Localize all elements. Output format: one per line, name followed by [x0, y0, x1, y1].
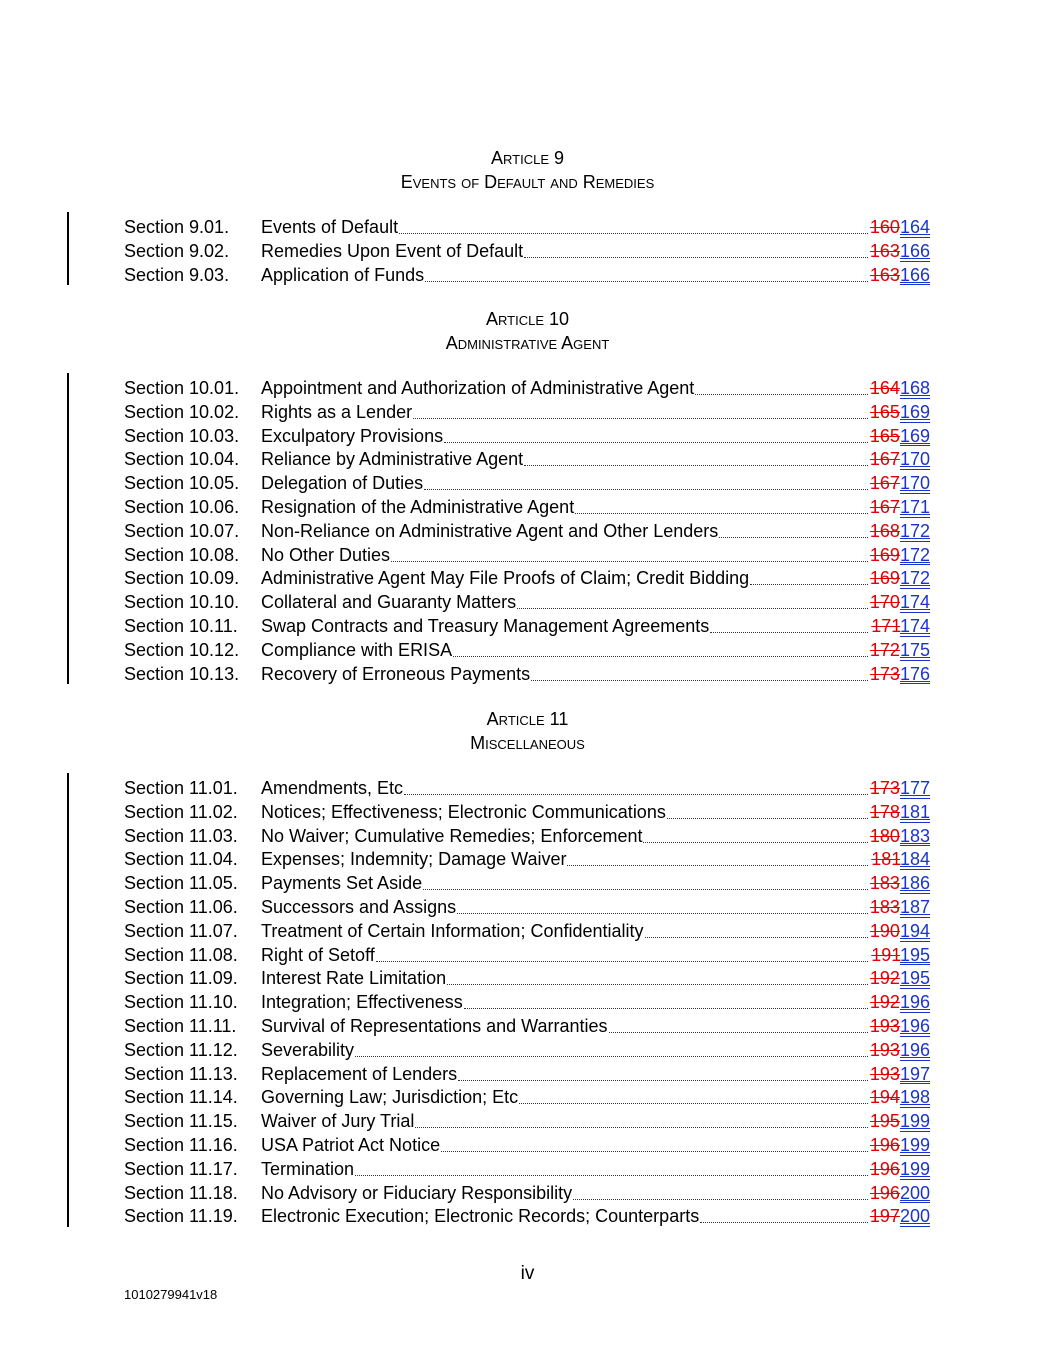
section-title[interactable]: Successors and Assigns — [261, 897, 457, 917]
page-reference[interactable] — [870, 966, 930, 990]
section-number: Section 11.08. — [124, 944, 238, 965]
section-title-wrap — [261, 215, 868, 239]
deleted-page-number: 168 — [869, 520, 900, 541]
section-title[interactable]: Waiver of Jury Trial — [261, 1111, 415, 1132]
section-title-wrap — [261, 919, 868, 943]
deleted-page-number: 167 — [869, 449, 900, 470]
section-title-wrap — [261, 943, 868, 967]
deleted-page-number: 169 — [869, 544, 900, 565]
toc-entry[interactable] — [124, 662, 930, 686]
page-reference[interactable] — [870, 990, 930, 1014]
inserted-page-number[interactable]: 169 — [899, 401, 930, 422]
section-title[interactable]: Treatment of Certain Information; Confidentiality — [261, 920, 644, 941]
dot-leader — [667, 800, 868, 819]
page-number: iv — [520, 1263, 535, 1284]
inserted-page-number[interactable]: 166 — [899, 240, 930, 261]
section-number: Section 10.03. — [124, 425, 240, 446]
section-title[interactable]: Governing Law; Jurisdiction; Etc — [261, 1087, 519, 1108]
toc-entry[interactable] — [124, 919, 930, 943]
section-title[interactable]: Events of Default — [261, 217, 399, 237]
dot-leader — [447, 966, 868, 985]
section-number: Section 9.02. — [124, 240, 230, 261]
deleted-page-number: 194 — [869, 1087, 900, 1108]
deleted-page-number: 173 — [869, 778, 900, 798]
toc-entry[interactable] — [124, 990, 930, 1014]
page-reference[interactable] — [870, 1062, 930, 1086]
dot-leader — [399, 215, 868, 234]
inserted-page-number[interactable]: 181 — [899, 801, 930, 822]
inserted-page-number[interactable]: 177 — [899, 778, 930, 798]
inserted-page-number[interactable]: 197 — [899, 1063, 930, 1084]
section-title[interactable]: Recovery of Erroneous Payments — [261, 663, 531, 684]
section-number: Section 11.11. — [124, 1016, 237, 1036]
deleted-page-number: 171 — [871, 616, 900, 636]
inserted-page-number[interactable]: 171 — [899, 497, 930, 517]
page-reference[interactable] — [870, 1133, 930, 1157]
page-reference[interactable] — [870, 447, 930, 471]
dot-leader — [453, 638, 868, 657]
section-number: Section 11.15. — [124, 1111, 238, 1132]
section-title[interactable]: Appointment and Authorization of Administrative Agent — [261, 378, 695, 398]
section-title[interactable]: Rights as a Lender — [261, 401, 413, 422]
section-title[interactable]: Payments Set Aside — [261, 873, 423, 894]
section-title[interactable]: Right of Setoff — [261, 944, 375, 965]
inserted-page-number[interactable]: 183 — [899, 825, 930, 846]
page-reference[interactable] — [870, 1085, 930, 1109]
section-title-wrap — [261, 871, 868, 895]
section-title-wrap — [261, 1038, 868, 1062]
inserted-page-number[interactable]: 164 — [899, 217, 930, 237]
section-title-wrap — [261, 519, 868, 543]
page-reference[interactable] — [870, 662, 930, 686]
section-title-wrap — [261, 400, 868, 424]
section-title[interactable]: Delegation of Duties — [261, 473, 424, 494]
section-title[interactable]: Swap Contracts and Treasury Management Agreements — [261, 616, 710, 636]
deleted-page-number: 192 — [869, 968, 900, 989]
deleted-page-number: 193 — [869, 1063, 900, 1084]
toc-entry[interactable] — [124, 215, 930, 239]
section-title-wrap — [261, 1062, 868, 1086]
deleted-page-number: 196 — [869, 1182, 900, 1203]
deleted-page-number: 165 — [869, 425, 900, 446]
toc-entry[interactable] — [124, 943, 930, 967]
section-title-wrap — [261, 1204, 868, 1228]
dot-leader — [424, 471, 868, 490]
page-reference[interactable] — [871, 614, 930, 638]
toc-entry[interactable] — [124, 1204, 930, 1228]
section-title-wrap — [261, 543, 868, 567]
dot-leader — [524, 239, 868, 258]
section-number: Section 10.06. — [124, 497, 240, 517]
document-id: 1010279941v18 — [124, 1287, 218, 1302]
section-number: Section 11.06. — [124, 897, 238, 917]
toc-entry[interactable] — [124, 824, 930, 848]
toc-entry[interactable] — [124, 447, 930, 471]
dot-leader — [719, 519, 868, 538]
page-reference[interactable] — [870, 895, 930, 919]
dot-leader — [441, 1133, 868, 1152]
section-title[interactable]: Non-Reliance on Administrative Agent and Other Lenders — [261, 520, 719, 541]
article-heading — [0, 307, 1055, 355]
deleted-page-number: 192 — [869, 992, 900, 1013]
dot-leader — [531, 662, 868, 681]
deleted-page-number: 167 — [869, 497, 900, 517]
dot-leader — [643, 824, 868, 843]
section-number: Section 9.01. — [124, 217, 230, 237]
dot-leader — [425, 263, 868, 282]
dot-leader — [575, 495, 868, 514]
section-title[interactable]: Expenses; Indemnity; Damage Waiver — [261, 849, 567, 870]
toc-entry[interactable] — [124, 1062, 930, 1086]
deleted-page-number: 190 — [869, 920, 900, 941]
section-title[interactable]: Electronic Execution; Electronic Records; Counterparts — [261, 1206, 700, 1227]
section-number: Section 11.14. — [124, 1087, 238, 1108]
toc-entry[interactable] — [124, 895, 930, 919]
toc-entry[interactable] — [124, 263, 930, 287]
dot-leader — [355, 1038, 868, 1057]
page-reference[interactable] — [870, 495, 930, 519]
section-title-wrap — [261, 966, 868, 990]
dot-leader — [464, 990, 868, 1009]
deleted-page-number: 193 — [869, 1016, 900, 1036]
toc-entry[interactable] — [124, 1038, 930, 1062]
inserted-page-number[interactable]: 170 — [899, 449, 930, 470]
inserted-page-number[interactable]: 200 — [899, 1182, 930, 1203]
dot-leader — [517, 590, 868, 609]
inserted-page-number[interactable]: 194 — [899, 920, 930, 941]
section-title-wrap — [261, 1133, 868, 1157]
inserted-page-number[interactable]: 174 — [899, 616, 930, 636]
toc-entry[interactable] — [124, 1181, 930, 1205]
deleted-page-number: 173 — [869, 663, 900, 684]
inserted-page-number[interactable]: 195 — [899, 944, 930, 965]
inserted-page-number[interactable]: 175 — [899, 639, 930, 660]
inserted-page-number[interactable]: 187 — [899, 897, 930, 917]
toc-entry[interactable] — [124, 543, 930, 567]
page-reference[interactable] — [871, 847, 930, 871]
section-title[interactable]: Reliance by Administrative Agent — [261, 449, 524, 470]
toc-entry[interactable] — [124, 800, 930, 824]
page-reference[interactable] — [870, 1181, 930, 1205]
dot-leader — [609, 1014, 869, 1033]
section-title-wrap — [261, 1085, 868, 1109]
section-title-wrap — [261, 447, 868, 471]
section-number: Section 10.12. — [124, 639, 240, 660]
inserted-page-number[interactable]: 199 — [899, 1135, 930, 1155]
page-reference[interactable] — [870, 1014, 930, 1038]
inserted-page-number[interactable]: 196 — [899, 1039, 930, 1060]
dot-leader — [573, 1181, 868, 1200]
section-number: Section 11.04. — [124, 849, 238, 870]
page-reference[interactable] — [870, 566, 930, 590]
toc-entry[interactable] — [124, 519, 930, 543]
dot-leader — [457, 895, 868, 914]
toc-entry[interactable] — [124, 1014, 930, 1038]
section-title[interactable]: Application of Funds — [261, 264, 425, 285]
section-number: Section 10.04. — [124, 449, 240, 470]
section-number: Section 11.19. — [124, 1206, 238, 1227]
page-reference[interactable] — [870, 376, 930, 400]
article-title: Administrative Agent — [445, 333, 610, 353]
dot-leader — [423, 871, 868, 890]
deleted-page-number: 181 — [871, 849, 900, 870]
section-title-wrap — [261, 263, 868, 287]
change-bar — [67, 212, 69, 285]
article-number: Article 9 — [490, 148, 564, 168]
section-number: Section 10.01. — [124, 378, 240, 398]
article-heading — [0, 707, 1055, 755]
dot-leader — [391, 543, 868, 562]
section-title-wrap — [261, 662, 868, 686]
toc-entry[interactable] — [124, 590, 930, 614]
section-title-wrap — [261, 638, 868, 662]
section-title-wrap — [261, 990, 868, 1014]
page-reference[interactable] — [870, 263, 930, 287]
toc-entry[interactable] — [124, 1133, 930, 1157]
deleted-page-number: 183 — [869, 873, 900, 894]
deleted-page-number: 178 — [869, 801, 900, 822]
toc-entry[interactable] — [124, 1085, 930, 1109]
dot-leader — [710, 614, 868, 633]
deleted-page-number: 167 — [869, 473, 900, 494]
dot-leader — [415, 1109, 868, 1128]
section-title-wrap — [261, 614, 868, 638]
toc-entry[interactable] — [124, 871, 930, 895]
inserted-page-number[interactable]: 199 — [899, 1111, 930, 1132]
section-title[interactable]: USA Patriot Act Notice — [261, 1135, 441, 1155]
toc-entry[interactable] — [124, 239, 930, 263]
inserted-page-number[interactable]: 199 — [899, 1158, 930, 1179]
deleted-page-number: 170 — [869, 592, 900, 613]
section-title-wrap — [261, 1157, 868, 1181]
section-number: Section 9.03. — [124, 264, 230, 285]
page-reference[interactable] — [870, 1038, 930, 1062]
dot-leader — [645, 919, 868, 938]
section-title[interactable]: Interest Rate Limitation — [261, 968, 447, 989]
toc-entry[interactable] — [124, 376, 930, 400]
section-title-wrap — [261, 376, 868, 400]
section-title[interactable]: Severability — [261, 1039, 355, 1060]
section-number: Section 10.05. — [124, 473, 240, 494]
section-title-wrap — [261, 1014, 868, 1038]
dot-leader — [524, 447, 868, 466]
section-title[interactable]: Survival of Representations and Warranties — [261, 1016, 608, 1036]
dot-leader — [700, 1204, 868, 1223]
page-reference[interactable] — [870, 871, 930, 895]
section-title[interactable]: Administrative Agent May File Proofs of Claim; Credit Bidding — [261, 568, 750, 589]
section-title[interactable]: Remedies Upon Event of Default — [261, 240, 524, 261]
toc-entry[interactable] — [124, 614, 930, 638]
dot-leader — [519, 1085, 868, 1104]
section-title[interactable]: Collateral and Guaranty Matters — [261, 592, 517, 613]
section-number: Section 10.10. — [124, 592, 240, 613]
deleted-page-number: 164 — [869, 378, 900, 398]
deleted-page-number: 180 — [869, 825, 900, 846]
section-number: Section 11.18. — [124, 1182, 238, 1203]
section-title[interactable]: Compliance with ERISA — [261, 639, 453, 660]
article-heading — [0, 146, 1055, 194]
article-number: Article 11 — [486, 709, 569, 729]
toc-entry[interactable] — [124, 566, 930, 590]
deleted-page-number: 183 — [869, 897, 900, 917]
inserted-page-number[interactable]: 166 — [899, 264, 930, 285]
section-title-wrap — [261, 590, 868, 614]
deleted-page-number: 163 — [869, 240, 900, 261]
toc-entry[interactable] — [124, 776, 930, 800]
section-number: Section 11.01. — [124, 778, 238, 798]
section-title-wrap — [261, 824, 868, 848]
inserted-page-number[interactable]: 176 — [899, 663, 930, 684]
dot-leader — [355, 1157, 868, 1176]
toc-entry[interactable] — [124, 424, 930, 448]
page-reference[interactable] — [870, 1109, 930, 1133]
deleted-page-number: 165 — [869, 401, 900, 422]
dot-leader — [750, 566, 868, 585]
dot-leader — [567, 847, 868, 866]
inserted-page-number[interactable]: 172 — [899, 568, 930, 589]
section-number: Section 10.13. — [124, 663, 240, 684]
inserted-page-number[interactable]: 174 — [899, 592, 930, 613]
section-number: Section 11.03. — [124, 825, 238, 846]
inserted-page-number[interactable]: 195 — [899, 968, 930, 989]
page-reference[interactable] — [870, 1157, 930, 1181]
section-number: Section 11.10. — [124, 992, 238, 1013]
page-reference[interactable] — [871, 943, 930, 967]
page-reference[interactable] — [870, 424, 930, 448]
section-title-wrap — [261, 471, 868, 495]
section-number: Section 11.07. — [124, 920, 238, 941]
article-title: Miscellaneous — [470, 733, 585, 753]
deleted-page-number: 169 — [869, 568, 900, 589]
page-reference[interactable] — [870, 400, 930, 424]
inserted-page-number[interactable]: 186 — [899, 873, 930, 894]
section-title-wrap — [261, 239, 868, 263]
section-title-wrap — [261, 495, 868, 519]
section-number: Section 11.05. — [124, 873, 238, 894]
dot-leader — [404, 776, 868, 795]
inserted-page-number[interactable]: 169 — [899, 425, 930, 446]
change-bar — [67, 773, 69, 1227]
section-number: Section 11.12. — [124, 1039, 238, 1060]
dot-leader — [695, 376, 868, 395]
section-title-wrap — [261, 566, 868, 590]
toc-entry[interactable] — [124, 1157, 930, 1181]
section-title-wrap — [261, 895, 868, 919]
section-title[interactable]: No Advisory or Fiduciary Responsibility — [261, 1182, 573, 1203]
section-number: Section 10.02. — [124, 401, 240, 422]
inserted-page-number[interactable]: 196 — [899, 992, 930, 1013]
section-title-wrap — [261, 424, 868, 448]
section-title[interactable]: Resignation of the Administrative Agent — [261, 497, 575, 517]
article-title: Events of Default and Remedies — [400, 172, 655, 192]
inserted-page-number[interactable]: 198 — [899, 1087, 930, 1108]
deleted-page-number: 193 — [869, 1039, 900, 1060]
dot-leader — [444, 424, 868, 443]
deleted-page-number: 197 — [869, 1206, 900, 1227]
deleted-page-number: 172 — [869, 639, 900, 660]
inserted-page-number[interactable]: 168 — [899, 378, 930, 398]
section-number: Section 11.02. — [124, 801, 238, 822]
section-title[interactable]: Notices; Effectiveness; Electronic Communications — [261, 801, 666, 822]
section-title-wrap — [261, 847, 868, 871]
deleted-page-number: 195 — [869, 1111, 900, 1132]
deleted-page-number: 160 — [869, 217, 900, 237]
section-title-wrap — [261, 800, 868, 824]
page-reference[interactable] — [870, 800, 930, 824]
section-title[interactable]: No Other Duties — [261, 544, 391, 565]
page-reference[interactable] — [870, 638, 930, 662]
article-number: Article 10 — [485, 309, 570, 329]
inserted-page-number[interactable]: 172 — [899, 520, 930, 541]
page-reference[interactable] — [870, 471, 930, 495]
dot-leader — [458, 1062, 868, 1081]
deleted-page-number: 163 — [869, 264, 900, 285]
deleted-page-number: 191 — [871, 944, 900, 965]
toc-entry[interactable] — [124, 495, 930, 519]
inserted-page-number[interactable]: 200 — [899, 1206, 930, 1227]
toc-entry[interactable] — [124, 1109, 930, 1133]
change-bar — [67, 373, 69, 684]
section-title[interactable]: No Waiver; Cumulative Remedies; Enforcement — [261, 825, 643, 846]
deleted-page-number: 196 — [869, 1135, 900, 1155]
section-number: Section 10.11. — [124, 616, 238, 636]
section-number: Section 10.08. — [124, 544, 240, 565]
section-title[interactable]: Integration; Effectiveness — [261, 992, 463, 1013]
toc-entry[interactable] — [124, 966, 930, 990]
inserted-page-number[interactable]: 184 — [899, 849, 930, 870]
section-number: Section 11.16. — [124, 1135, 238, 1155]
inserted-page-number[interactable]: 196 — [899, 1016, 930, 1036]
dot-leader — [413, 400, 868, 419]
section-title[interactable]: Termination — [261, 1158, 355, 1179]
deleted-page-number: 196 — [869, 1158, 900, 1179]
page-reference[interactable] — [870, 776, 930, 800]
page-reference[interactable] — [870, 215, 930, 239]
page-reference[interactable] — [870, 919, 930, 943]
section-number: Section 11.09. — [124, 968, 238, 989]
inserted-page-number[interactable]: 170 — [899, 473, 930, 494]
toc-entry[interactable] — [124, 400, 930, 424]
section-number: Section 11.17. — [124, 1158, 238, 1179]
section-number: Section 11.13. — [124, 1063, 238, 1084]
page-reference[interactable] — [870, 519, 930, 543]
section-title[interactable]: Exculpatory Provisions — [261, 425, 444, 446]
section-number: Section 10.07. — [124, 520, 240, 541]
page-reference[interactable] — [870, 590, 930, 614]
toc-entry[interactable] — [124, 847, 930, 871]
page-reference[interactable] — [870, 239, 930, 263]
section-title-wrap — [261, 776, 868, 800]
toc-entry[interactable] — [124, 638, 930, 662]
page-reference[interactable] — [870, 543, 930, 567]
section-title-wrap — [261, 1181, 868, 1205]
section-number: Section 10.09. — [124, 568, 240, 589]
page-reference[interactable] — [870, 1204, 930, 1228]
section-title[interactable]: Amendments, Etc — [261, 778, 404, 798]
inserted-page-number[interactable]: 172 — [899, 544, 930, 565]
page-reference[interactable] — [870, 824, 930, 848]
section-title[interactable]: Replacement of Lenders — [261, 1063, 458, 1084]
dot-leader — [376, 943, 868, 962]
toc-entry[interactable] — [124, 471, 930, 495]
section-title-wrap — [261, 1109, 868, 1133]
